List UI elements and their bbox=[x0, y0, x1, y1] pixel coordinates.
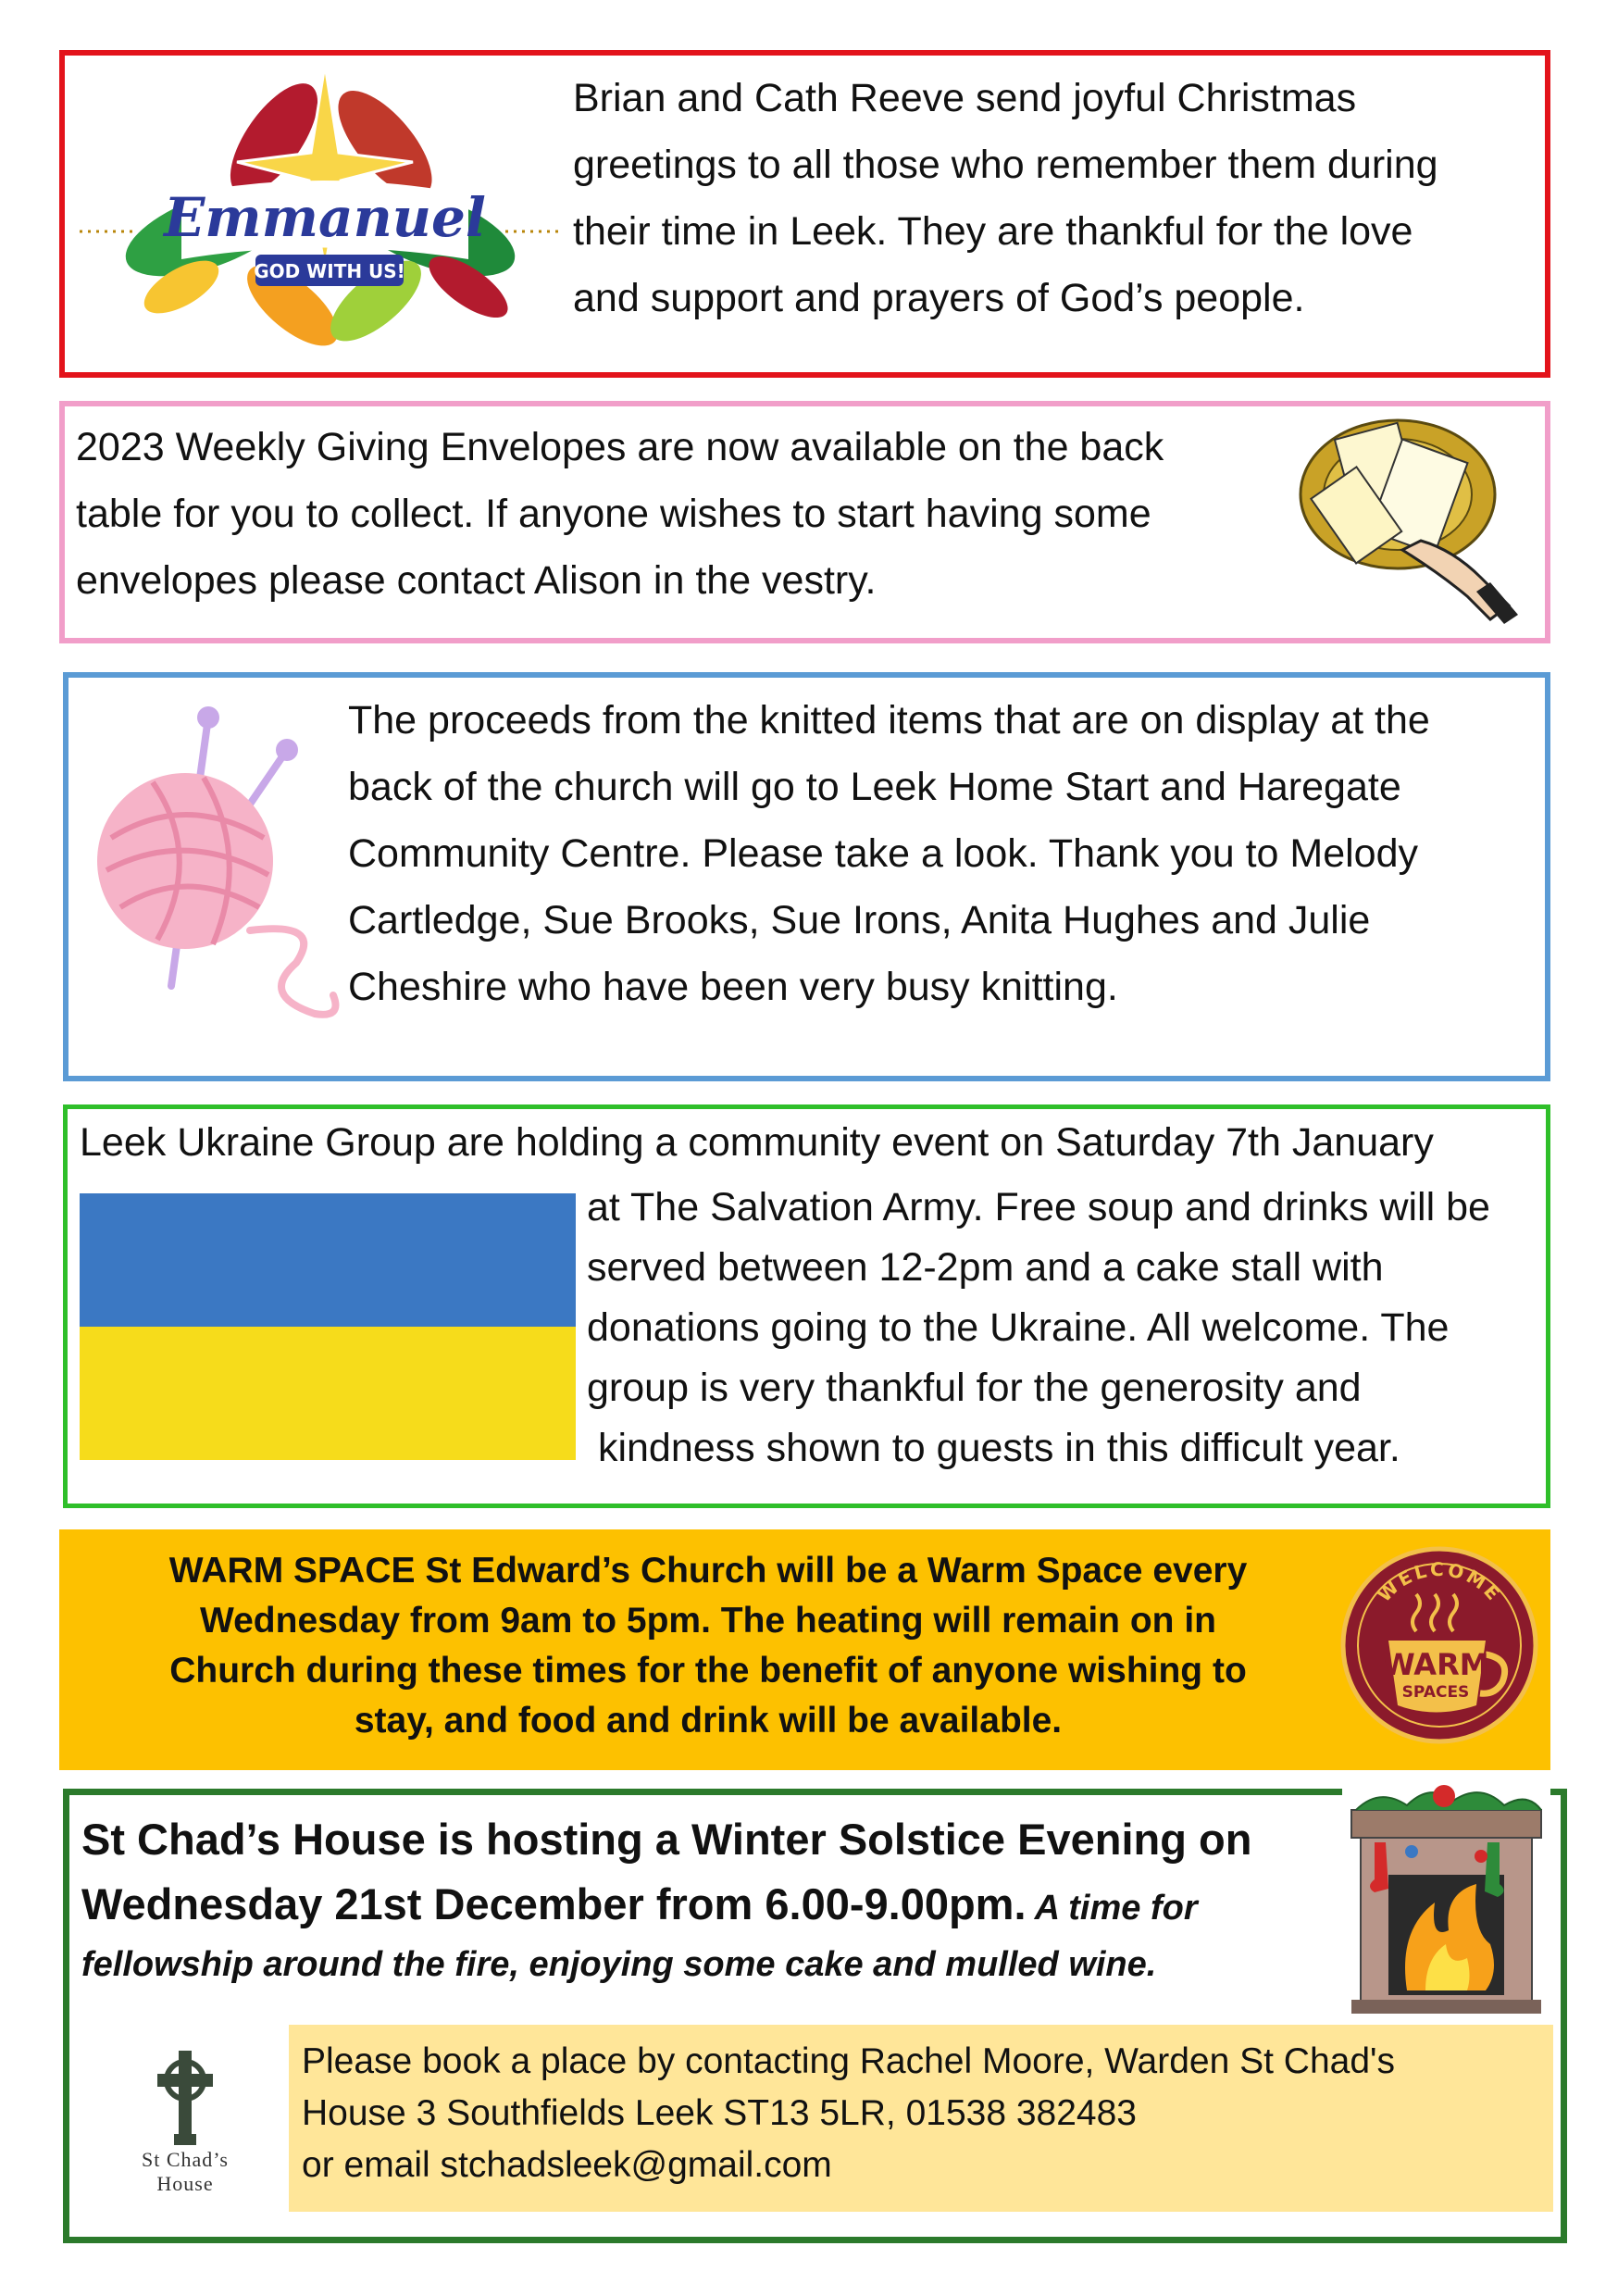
christmas-line: Brian and Cath Reeve send joyful Christmas bbox=[573, 76, 1357, 120]
knitting-line: Community Centre. Please take a look. Thank you to Melody bbox=[348, 831, 1419, 876]
flag-blue-stripe bbox=[80, 1193, 576, 1327]
ukraine-line: group is very thankful for the generosity and bbox=[587, 1366, 1362, 1410]
knitting-line: Cartledge, Sue Brooks, Sue Irons, Anita Hughes and Julie bbox=[348, 898, 1371, 942]
solstice-heading bbox=[81, 1807, 1359, 1940]
badge-spaces-text: SPACES bbox=[1401, 1683, 1470, 1702]
fireplace-icon bbox=[1342, 1773, 1550, 2018]
ukraine-first-line: Leek Ukraine Group are holding a community event on Saturday 7th January bbox=[80, 1120, 1434, 1165]
logo-line: House bbox=[156, 2172, 214, 2195]
warm-space-line: Church during these times for the benefit of anyone wishing to bbox=[169, 1651, 1247, 1691]
booking-line: or email stchadsleek@gmail.com bbox=[302, 2145, 832, 2185]
warm-spaces-badge bbox=[1338, 1543, 1541, 1747]
solstice-line: St Chad’s House is hosting a Winter Solstice Evening on bbox=[81, 1815, 1252, 1864]
ukraine-line: donations going to the Ukraine. All welcome. The bbox=[587, 1305, 1450, 1350]
warm-space-line: stay, and food and drink will be available. bbox=[354, 1701, 1063, 1741]
warm-space-text bbox=[83, 1546, 1333, 1746]
booking-line: House 3 Southfields Leek ST13 5LR, 01538 382483 bbox=[302, 2093, 1137, 2133]
ukraine-line: kindness shown to guests in this difficult year. bbox=[587, 1426, 1400, 1470]
celtic-cross-icon bbox=[148, 2046, 222, 2148]
warm-space-line: WARM SPACE St Edward’s Church will be a Warm Space every bbox=[168, 1551, 1248, 1591]
emmanuel-logo-text: Emmanuel bbox=[164, 186, 486, 249]
christmas-line: greetings to all those who remember them during bbox=[573, 143, 1438, 187]
ukraine-line: at The Salvation Army. Free soup and drinks will be bbox=[587, 1185, 1490, 1229]
emmanuel-logo bbox=[80, 56, 561, 352]
solstice-line-2 bbox=[81, 1872, 1359, 1940]
booking-line: Please book a place by contacting Rachel Moore, Warden St Chad's bbox=[302, 2041, 1395, 2081]
st-chads-logo-text bbox=[111, 2148, 259, 2196]
solstice-italic-start: A time for bbox=[1026, 1889, 1198, 1928]
badge-warm-text: WARM bbox=[1382, 1647, 1489, 1682]
yarn-ball-icon bbox=[83, 699, 361, 1032]
warm-space-line: Wednesday from 9am to 5pm. The heating will remain on in bbox=[200, 1601, 1216, 1641]
offering-plate-icon bbox=[1291, 411, 1523, 633]
logo-line: St Chad’s bbox=[142, 2148, 229, 2171]
ukraine-flag bbox=[80, 1193, 576, 1460]
flag-yellow-stripe bbox=[80, 1327, 576, 1460]
emmanuel-logo-subtext: GOD WITH US! bbox=[254, 260, 405, 282]
ukraine-line: served between 12-2pm and a cake stall with bbox=[587, 1245, 1384, 1290]
badge-welcome-text: WELCOME bbox=[1373, 1557, 1507, 1607]
envelopes-line: envelopes please contact Alison in the vestry. bbox=[76, 558, 877, 603]
knitting-line: The proceeds from the knitted items that are on display at the bbox=[348, 698, 1430, 742]
christmas-line: their time in Leek. They are thankful for the love bbox=[573, 209, 1413, 254]
solstice-description: fellowship around the fire, enjoying some cake and mulled wine. bbox=[81, 1945, 1157, 1984]
knitting-line: back of the church will go to Leek Home Start and Haregate bbox=[348, 765, 1401, 809]
knitting-line: Cheshire who have been very busy knitting. bbox=[348, 965, 1118, 1009]
envelopes-line: 2023 Weekly Giving Envelopes are now available on the back bbox=[76, 425, 1164, 469]
christmas-line: and support and prayers of God’s people. bbox=[573, 276, 1305, 320]
booking-info bbox=[289, 2025, 1553, 2212]
solstice-date: Wednesday 21st December from 6.00-9.00pm. bbox=[81, 1879, 1027, 1928]
envelopes-line: table for you to collect. If anyone wishes to start having some bbox=[76, 492, 1151, 536]
